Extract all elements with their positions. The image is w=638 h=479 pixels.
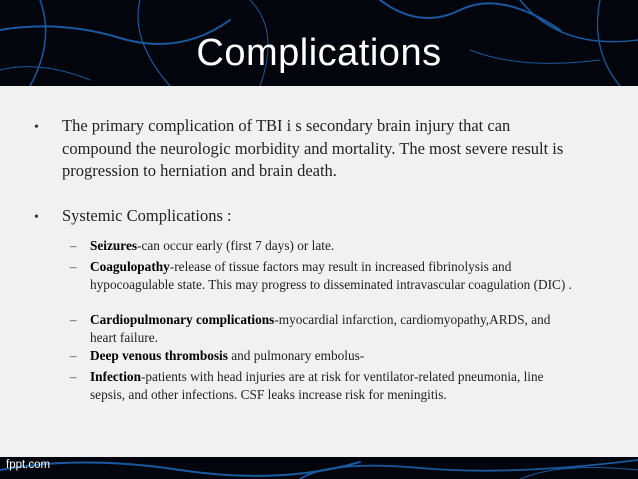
subitem-text: and pulmonary embolus- [227, 348, 365, 363]
footer-brand: fppt.com [6, 459, 51, 471]
subitem-text: -myocardial infarction, cardiomyopathy,ARDS, and heart failure. [90, 312, 551, 345]
dash-marker: – [70, 312, 77, 327]
bullet-marker: • [34, 120, 39, 135]
subitem-term: Infection [90, 369, 141, 384]
subitem-term: Coagulopathy [90, 259, 170, 274]
subitem-text: -can occur early (first 7 days) or late. [137, 238, 335, 253]
subitem-term: Deep venous thrombosis [90, 348, 228, 363]
paragraph-systemic-complications: Systemic Complications : [62, 206, 232, 225]
subitem-text: -patients with head injuries are at risk for ventilator-related pneumonia, line sepsis, and other infections. CSF leaks increase risk for meningitis. [90, 369, 544, 402]
subitem-seizures [90, 237, 580, 255]
subitem-term: Cardiopulmonary complications [90, 312, 275, 327]
dash-marker: – [70, 369, 77, 384]
subitem-coagulopathy [90, 258, 580, 293]
bullet-marker: • [34, 210, 39, 225]
slide-title: Complications [196, 32, 442, 74]
paragraph-primary-complication: The primary complication of TBI i s secondary brain injury that can compound the neurologic morbidity and mortality. The most severe result is progression to herniation and brain death. [62, 116, 564, 180]
subitem-infection [90, 368, 580, 403]
subitem-term: Seizures [90, 238, 138, 253]
dash-marker: – [70, 259, 77, 274]
subitem-cardiopulmonary [90, 311, 580, 346]
content-area [0, 86, 638, 457]
subitem-dvt [90, 347, 580, 365]
dash-marker: – [70, 348, 77, 363]
dash-marker: – [70, 238, 77, 253]
subitem-text: -release of tissue factors may result in increased fibrinolysis and hypocoagulable state. This may progress to disseminated intravascular coagulation (DIC) . [90, 259, 573, 292]
